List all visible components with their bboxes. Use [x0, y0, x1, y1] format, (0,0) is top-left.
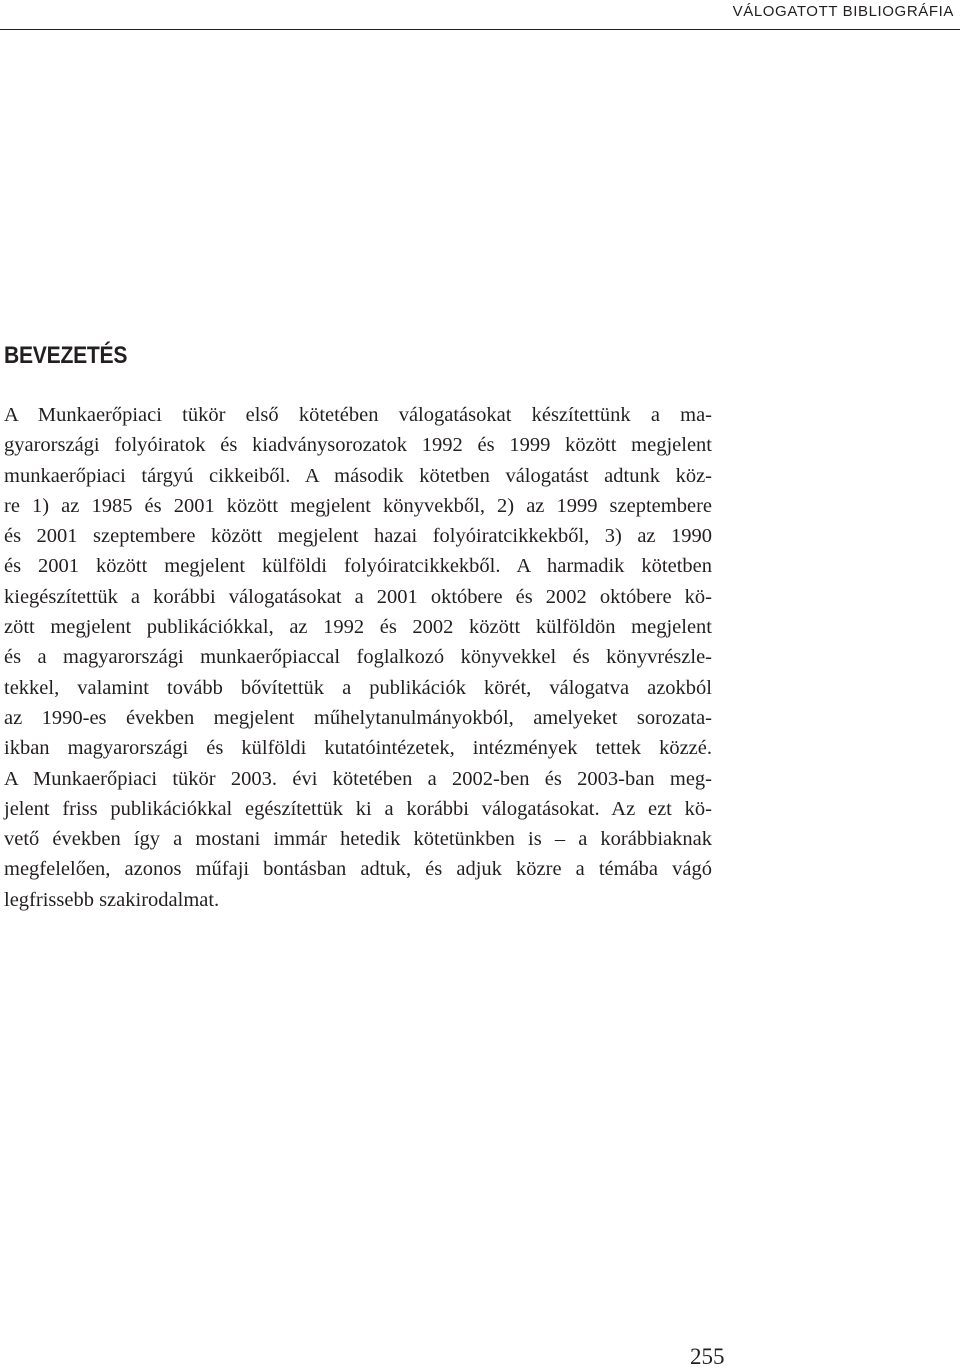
paragraph-line: és 2001 között megjelent külföldi folyóiratcikkekből. A harmadik kötetben [4, 555, 712, 578]
header-rule [0, 29, 960, 30]
paragraph-line: A Munkaerőpiaci tükör 2003. évi kötetében a 2002-ben és 2003-ban meg- [4, 767, 712, 790]
paragraph-line: vető években így a mostani immár hetedik kötetünkben is – a korábbiaknak [4, 828, 712, 851]
paragraph-line: jelent friss publikációkkal egészítettük ki a korábbi válogatásokat. Az ezt kö- [4, 797, 712, 820]
paragraph-line: A Munkaerőpiaci tükör első kötetében válogatásokat készítettünk a ma- [4, 404, 712, 426]
paragraph-line: ikban magyarországi és külföldi kutatóintézetek, intézmények tettek közzé. [4, 737, 712, 760]
body-paragraph [4, 400, 712, 915]
paragraph-line: és 2001 szeptembere között megjelent hazai folyóiratcikkekből, 3) az 1990 [4, 525, 712, 548]
paragraph-line: legfrissebb szakirodalmat. [4, 888, 220, 911]
paragraph-line: tekkel, valamint tovább bővítettük a publikációk körét, válogatva azokból [4, 676, 712, 699]
section-title: BEVEZETÉS [4, 342, 128, 369]
paragraph-line: re 1) az 1985 és 2001 között megjelent könyvekből, 2) az 1999 szeptembere [4, 494, 712, 517]
paragraph-line: kiegészítettük a korábbi válogatásokat a 2001 októbere és 2002 októbere kö- [4, 585, 712, 608]
paragraph-line: gyarországi folyóiratok és kiadványsorozatok 1992 és 1999 között megjelent [4, 434, 712, 457]
paragraph-line: és a magyarországi munkaerőpiaccal foglalkozó könyvekkel és könyvrészle- [4, 646, 712, 669]
paragraph-line: az 1990-es években megjelent műhelytanulmányokból, amelyeket sorozata- [4, 706, 712, 729]
page-number: 255 [690, 1344, 725, 1369]
running-header: VÁLOGATOTT BIBLIOGRÁFIA [732, 3, 954, 20]
paragraph-line: megfelelően, azonos műfaji bontásban adtuk, és adjuk közre a témába vágó [4, 858, 712, 881]
paragraph-line: zött megjelent publikációkkal, az 1992 és 2002 között külföldön megjelent [4, 616, 712, 639]
paragraph-line: munkaerőpiaci tárgyú cikkeiből. A második kötetben válogatást adtunk köz- [4, 464, 712, 487]
